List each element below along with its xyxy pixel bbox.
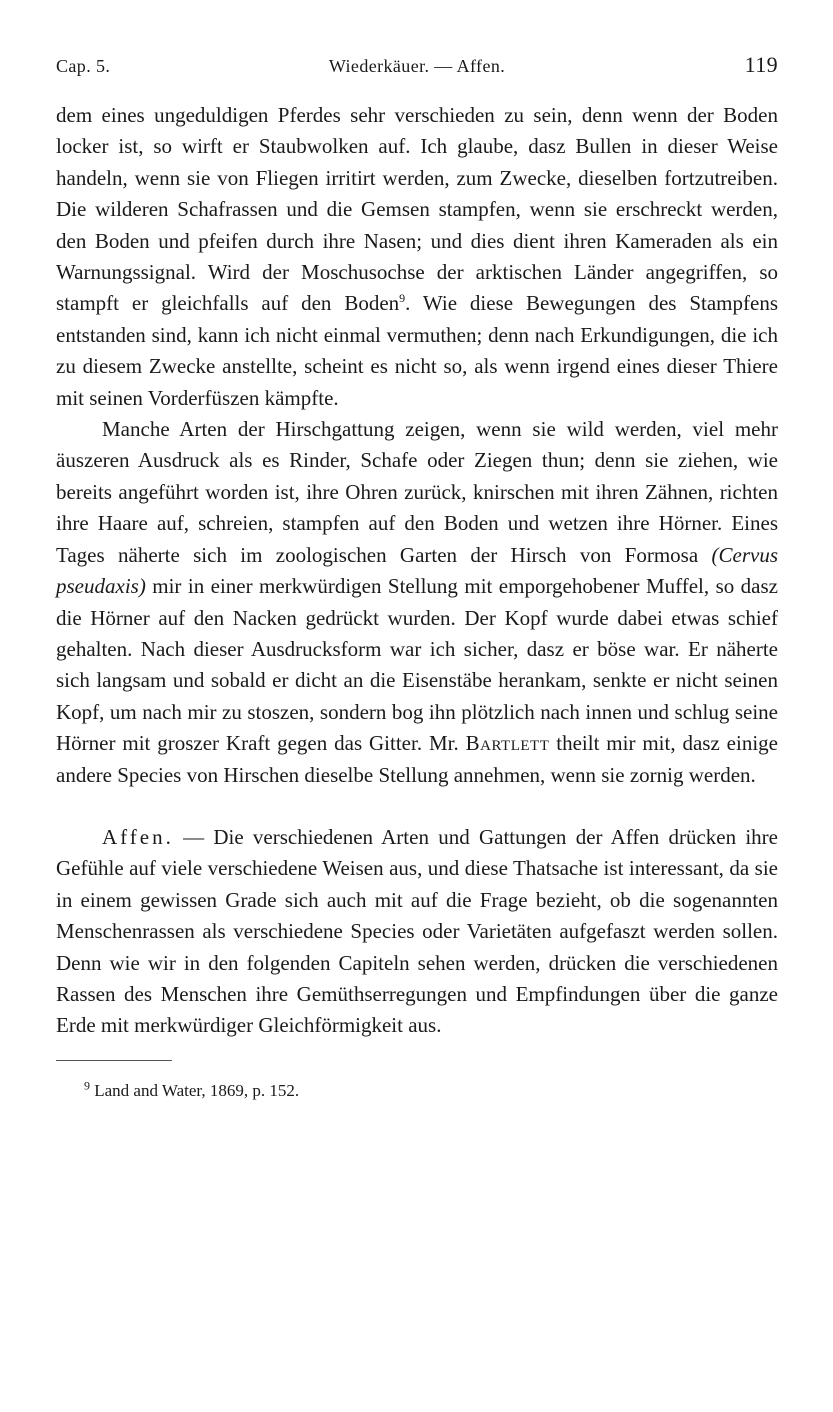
paragraph-3 bbox=[56, 822, 778, 1042]
book-page bbox=[56, 50, 778, 1103]
footnote-divider bbox=[56, 1060, 172, 1061]
paragraph-1-text-b: . Wie diese Bewegungen des Stampfens entstanden sind, kann ich nicht einmal vermuthen; denn nach Erkundigungen, die ich zu diesem Zwecke anstellte, scheint es nicht so, als wenn irgend eines dieser Thiere mit seinen Vorderfüszen kämpfte. bbox=[56, 291, 779, 410]
footnote-marker: 9 bbox=[84, 1078, 90, 1093]
chapter-label: Cap. 5. bbox=[56, 56, 111, 76]
species-name: (Cervus pseudaxis) bbox=[56, 542, 778, 599]
running-title: Wiederkäuer. — Affen. bbox=[328, 56, 506, 76]
section-heading: Affen. bbox=[102, 824, 174, 849]
page-number: 119 bbox=[744, 52, 778, 77]
paragraph-1 bbox=[56, 100, 778, 414]
footnote-reference: 9 bbox=[399, 291, 406, 306]
footnote bbox=[56, 1079, 778, 1103]
paragraph-1-text-a: dem eines ungeduldigen Pferdes sehr verschieden zu sein, denn wenn der Boden locker ist, so wirft er Staubwolken auf. Ich glaube, dasz Bullen in dieser Weise handeln, wenn sie von Fliegen irritirt werden, zum Zwecke, dieselben fortzutreiben. Die wilderen Schafrassen und die Gemsen stampfen, wenn sie erschreckt werden, den Boden und pfeifen durch ihre Nasen; und dies dient ihren Kameraden als ein Warnungssignal. Wird der Moschusochse der arktischen Länder angegriffen, so stampft er gleichfalls auf den Boden bbox=[56, 103, 778, 316]
paragraph-2 bbox=[56, 414, 778, 791]
paragraph-2-text-a: Manche Arten der Hirschgattung zeigen, wenn sie wild werden, viel mehr äuszeren Ausdruck als es Rinder, Schafe oder Ziegen thun; denn sie ziehen, wie bereits angeführt worden ist, ihre Ohren zurück, knirschen mit ihren Zähnen, richten ihre Haare auf, schreien, stampfen auf den Boden und wetzen ihre Hörner. Eines Tages näherte sich im zoologischen Garten der Hirsch von Formosa bbox=[56, 417, 778, 567]
paragraph-3-text: — Die verschiedenen Arten und Gattungen der Affen drücken ihre Gefühle auf viele verschiedene Weisen aus, und diese Thatsache ist interessant, da sie in einem gewissen Grade sich auch mit auf die Frage bezieht, ob die sogenannten Menschenrassen als verschiedene Species oder Varietäten aufgefaszt werden sollen. Denn wie wir in den folgenden Capiteln sehen werden, drücken die verschiedenen Rassen des Menschen ihre Gemüthserregungen und Empfindungen über die ganze Erde mit merkwürdiger Gleichförmigkeit aus. bbox=[56, 824, 778, 1038]
footnote-text: Land and Water, 1869, p. 152. bbox=[94, 1080, 300, 1100]
paragraph-2-text-c: theilt mir mit, dasz einige andere Species von Hirschen dieselbe Stellung annehmen, wenn sie zornig werden. bbox=[56, 731, 778, 787]
paragraph-2-text-b: mir in einer merkwürdigen Stellung mit emporgehobener Muffel, so dasz die Hörner auf den Nacken gedrückt wurden. Der Kopf wurde dabei etwas schief gehalten. Nach dieser Ausdrucksform war ich sicher, dasz er böse war. Er näherte sich langsam und sobald er dicht an die Eisenstäbe herankam, senkte er nicht seinen Kopf, um nach mir zu stoszen, sondern bog ihn plötzlich nach innen und schlug seine Hörner mit groszer Kraft gegen das Gitter. Mr. bbox=[56, 574, 778, 756]
person-name: Bartlett bbox=[465, 731, 550, 756]
running-header bbox=[56, 50, 778, 86]
page-body bbox=[56, 100, 778, 1042]
